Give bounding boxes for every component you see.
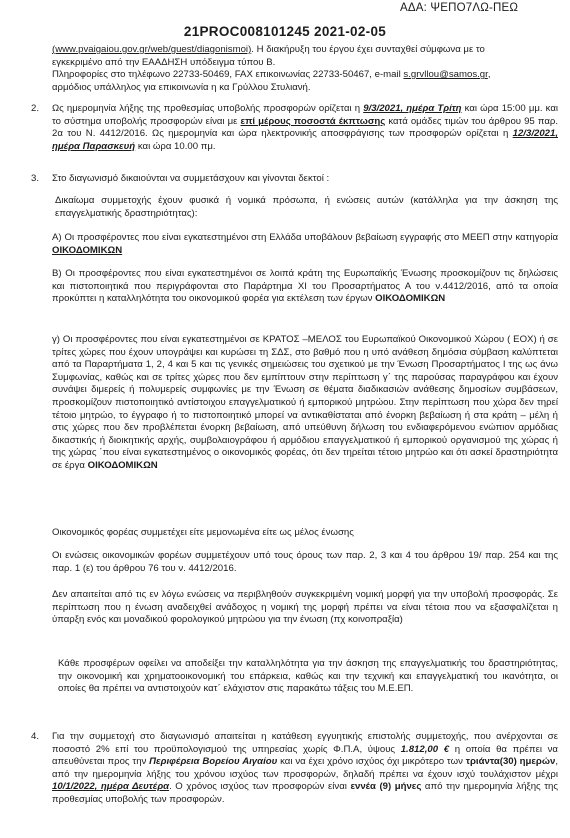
item2-number: 2. (31, 103, 40, 114)
item3-heading: Στο διαγωνισμό δικαιούνται να συμμετάσχουν και γίνονται δεκτοί : (52, 173, 330, 184)
diagonismoi-link[interactable]: (www.pvaigaiou.gov.gr/web/guest/diagonismoi) (52, 44, 252, 55)
item3-clause-c: γ) Οι προσφέροντες που είναι εγκατεστημένοι σε ΚΡΑΤΟΣ –ΜΕΛΟΣ του Ευρωπαϊκού Οικονομικού Χώρου ( ΕΟΧ) ή σε τρίτες χώρες που έχουν υπογράψει και κυρώσει τη ΣΔΣ, στο βαθμό που η υπό ανάθεση δημόσια σύμβαση καλύπτεται από τα Παραρτήματα 1, 2, 4 και 5 και τις γενικές σημειώσεις του σχετικού με την Ένωση Προσαρτήματος I της ως άνω Συμφωνίας, καθώς και σε τρίτες χώρες που δεν εμπίπτουν στην περίπτωση γ΄ της παρούσας παραγράφου και έχουν συνάψει διμερείς ή πολυμερείς συμφωνίες με την Ένωση σε θέματα διαδικασιών ανάθεσης δημοσίων συμβάσεων, προσκομίζουν πιστοποιητικό αντίστοιχου επαγγελματικού ή εμπορικού μητρώου. Στην περίπτωση που χώρα δεν τηρεί τέτοιο μητρώο, το έγγραφο ή το πιστοποιητικό μπορεί να αντικαθίσταται από ένορκη βεβαίωση ή στα κράτη – μέλη ή στις χώρες που δεν προβλέπεται ένορκη βεβαίωση, από υπεύθυνη δήλωση του ενδιαφερόμενου ενώπιον αρμόδιας δικαστικής ή διοικητικής αρχής, συμβολαιογράφου ή αρμόδιου επαγγελματικού ή εμπορικού οργανισμού της χώρας ή της χώρας ΄που είναι εγκατεστημένος ο οικονομικός φορέας, ότι δεν τηρείται τέτοιο μητρώο και ότι ασκεί δραστηριότητα σε έργα ΟΙΚΟΔΟΜΙΚΩΝ (52, 334, 558, 471)
ada-code: ΑΔΑ: ΨΕΠΟ7ΛΩ-ΠΕΩ (400, 2, 519, 14)
intro-block: (www.pvaigaiou.gov.gr/web/guest/diagonismoi). Η διακήρυξη του έργου έχει συνταχθεί σύμφωνα με το εγκεκριμένο από την ΕΑΑΔΗΣΗ υπόδειγμα τύπου Β. Πληροφορίες στο τηλέφωνο 22733-50469, FAX επικοινωνίας 22733-50467, e-mail s.grvllou@samos.gr, αρμόδιος υπάλληλος για επικοινωνία η κα Γρύλλου Στυλιανή. (52, 44, 558, 94)
region-name: Περιφέρεια Βορείου Αιγαίου (149, 756, 278, 768)
intro-line4: αρμόδιος υπάλληλος για επικοινωνία η κα Γρύλλου Στυλιανή. (52, 81, 311, 93)
item3-clause-a: Α) Οι προσφέροντες που είναι εγκατεστημένοι στη Ελλάδα υποβάλουν βεβαίωση εγγραφής στο ΜΕΕΠ στην κατηγορία ΟΙΚΟΔΟΜΙΚΩΝ (52, 232, 558, 256)
email-link[interactable]: s.grvllou@samos.gr (403, 69, 488, 81)
item3-clause-e: Οι ενώσεις οικονομικών φορέων συμμετέχουν υπό τους όρους των παρ. 2, 3 και 4 του άρθρου 19/ παρ. 254 και της παρ. 1 (ε) του άρθρου 76 του ν. 4412/2016. (52, 550, 558, 574)
item3-clause-d: Οικονομικός φορέας συμμετέχει είτε μεμονωμένα είτε ως μέλος ένωσης (52, 527, 354, 538)
guarantee-amount: 1.812,00 € (400, 743, 450, 755)
item3-clause-g: Κάθε προσφέρων οφείλει να αποδείξει την καταλληλότητα για την άσκηση της επαγγελματικής του δραστηριότητας, την οικονομική και χρηματοοικονομική του επάρκεια, καθώς και την τεχνική και επαγγελματική του ικανότητα, οι οποίες θα πρέπει να αντιστοιχούν κατ΄ ελάχιστον στις παρακάτω τάξεις του Μ.Ε.ΕΠ. (58, 658, 558, 695)
item3-number: 3. (31, 173, 40, 184)
category-a: ΟΙΚΟΔΟΜΙΚΩΝ (52, 244, 123, 256)
category-c: ΟΙΚΟΔΟΜΙΚΩΝ (87, 459, 158, 471)
item3-clause-b: Β) Οι προσφέροντες που είναι εγκατεστημένοι σε λοιπά κράτη της Ευρωπαϊκής Ένωσης προσκομίζουν τις δηλώσεις και πιστοποιητικά που περιγράφονται στο Παράρτημα ΧΙ του Προσαρτήματος Α του ν.4412/2016, από τα οποία προκύπτει η καταλληλότητα του οικονομικού φορέα για εκτέλεση των έργων ΟΙΚΟΔΟΜΙΚΩΝ (52, 268, 558, 305)
validity-until: 10/1/2022, ημέρα Δευτέρα (52, 781, 170, 793)
category-b: ΟΙΚΟΔΟΜΙΚΩΝ (375, 293, 446, 305)
item3-clause-f: Δεν απαιτείται από τις εν λόγω ενώσεις να περιβληθούν συγκεκριμένη νομική μορφή για την υποβολή προσφοράς. Σε περίπτωση που η ένωση αναδειχθεί ανάδοχος η νομική της μορφή πρέπει να είναι τέτοια που να εξασφαλίζεται η ύπαρξη ενός και μοναδικού φορολογικού μητρώου για την ένωση (πχ κοινοπραξία) (52, 589, 558, 626)
document-reference: 21PROC008101245 2021-02-05 (183, 24, 387, 39)
intro-line2: εγκεκριμένο από την ΕΑΑΔΗΣΗ υπόδειγμα τύπου Β. (52, 56, 276, 68)
item2-text: Ως ημερομηνία λήξης της προθεσμίας υποβολής προσφορών ορίζεται η 9/3/2021, ημέρα Τρίτη και ώρα 15:00 μμ. και το σύστημα υποβολής προσφορών είναι με επί μέρους ποσοστά έκπτωσης κατά ομάδες τιμών του άρθρου 95 παρ. 2α του Ν. 4412/2016. Ως ημερομηνία και ώρα ηλεκτρονικής αποσφράγισης των προσφορών ορίζεται η 12/3/2021, ημέρα Παρασκευή και ώρα 10.00 πμ. (52, 103, 559, 152)
intro-contact: Πληροφορίες στο τηλέφωνο 22733-50469, FAX επικοινωνίας 22733-50467, e-mail (52, 69, 404, 81)
item3-eligibility: Δικαίωμα συμμετοχής έχουν φυσικά ή νομικά πρόσωπα, ή ενώσεις αυτών (κατάλληλα για την άσκηση της επαγγελματικής δραστηριότητας): (55, 195, 558, 219)
item4-number: 4. (31, 731, 40, 742)
bid-method: επί μέρους ποσοστά έκπτωσης (240, 115, 386, 127)
offer-validity: εννέα (9) μήνες (350, 781, 422, 793)
item4-text: Για την συμμετοχή στο διαγωνισμό απαιτείται η κατάθεση εγγυητικής επιστολής συμμετοχής, που ανέρχονται σε ποσοστό 2% επί του προϋπολογισμού της υπηρεσίας χωρίς Φ.Π.Α, ύψους 1.812,00 € η οποία θα πρέπει να απευθύνεται προς την Περιφέρεια Βορείου Αιγαίου και να έχει χρόνο ισχύος όχι μικρότερο των τριάντα(30) ημερών, από την ημερομηνία λήξης του χρόνου ισχύος των προσφορών, δηλαδή πρέπει να έχουν ισχύ τουλάχιστον μέχρι 10/1/2022, ημέρα Δευτέρα. Ο χρόνος ισχύος των προσφορών είναι εννέα (9) μήνες από την ημερομηνία λήξης της προθεσμίας υποβολής των προσφορών. (52, 731, 558, 805)
intro-line1-rest: . Η διακήρυξη του έργου έχει συνταχθεί σύμφωνα με το (251, 44, 485, 55)
deadline-date: 9/3/2021, ημέρα Τρίτη (363, 103, 462, 114)
opening-date: 12/3/2021, ημέρα Παρασκευή (52, 128, 558, 152)
validity-days: τριάντα(30) ημερών (465, 756, 556, 768)
